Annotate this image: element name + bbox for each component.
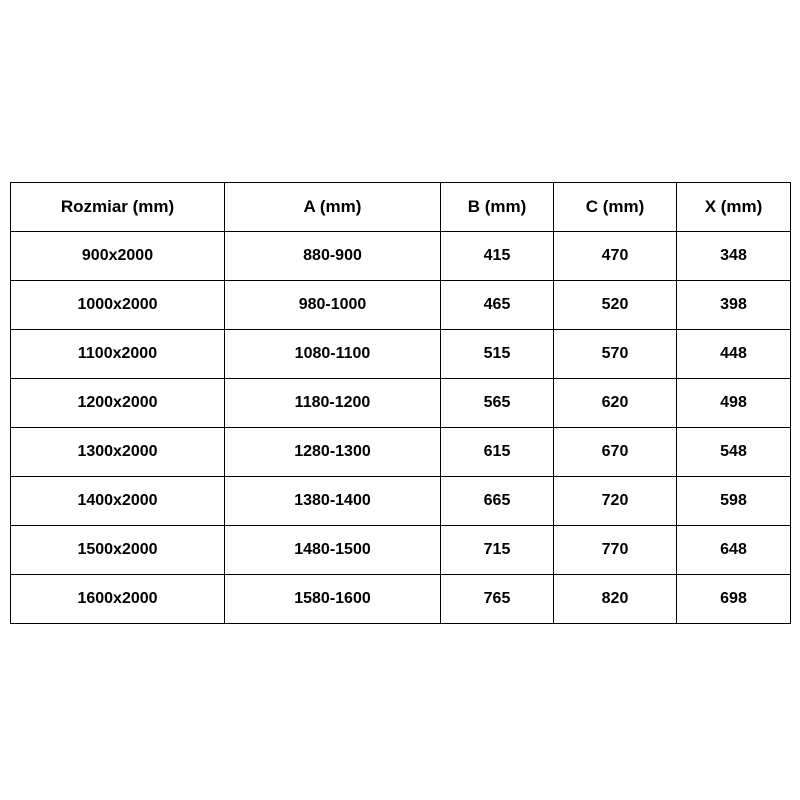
cell-b: 465	[441, 281, 554, 330]
cell-b: 565	[441, 379, 554, 428]
cell-a: 980-1000	[225, 281, 441, 330]
table-body	[11, 232, 791, 624]
column-header-rozmiar: Rozmiar (mm)	[11, 183, 225, 232]
cell-c: 570	[554, 330, 677, 379]
table-row	[11, 281, 791, 330]
table-row	[11, 526, 791, 575]
column-header-c: C (mm)	[554, 183, 677, 232]
table-row	[11, 232, 791, 281]
cell-a: 1280-1300	[225, 428, 441, 477]
table-row	[11, 477, 791, 526]
cell-c: 520	[554, 281, 677, 330]
dimensions-table	[10, 182, 791, 624]
column-header-b: B (mm)	[441, 183, 554, 232]
cell-size: 1000x2000	[11, 281, 225, 330]
table-row	[11, 379, 791, 428]
cell-c: 820	[554, 575, 677, 624]
dimensions-table-container	[10, 182, 790, 624]
cell-x: 398	[677, 281, 791, 330]
table-row	[11, 428, 791, 477]
cell-x: 598	[677, 477, 791, 526]
cell-b: 415	[441, 232, 554, 281]
cell-c: 720	[554, 477, 677, 526]
cell-b: 715	[441, 526, 554, 575]
cell-b: 515	[441, 330, 554, 379]
cell-a: 1580-1600	[225, 575, 441, 624]
cell-a: 880-900	[225, 232, 441, 281]
cell-size: 1300x2000	[11, 428, 225, 477]
cell-b: 665	[441, 477, 554, 526]
column-header-x: X (mm)	[677, 183, 791, 232]
cell-a: 1180-1200	[225, 379, 441, 428]
cell-b: 615	[441, 428, 554, 477]
cell-c: 620	[554, 379, 677, 428]
cell-x: 498	[677, 379, 791, 428]
cell-a: 1380-1400	[225, 477, 441, 526]
table-header-row	[11, 183, 791, 232]
cell-b: 765	[441, 575, 554, 624]
cell-size: 1200x2000	[11, 379, 225, 428]
cell-x: 548	[677, 428, 791, 477]
cell-a: 1080-1100	[225, 330, 441, 379]
table-row	[11, 330, 791, 379]
cell-c: 670	[554, 428, 677, 477]
cell-x: 348	[677, 232, 791, 281]
cell-size: 900x2000	[11, 232, 225, 281]
cell-x: 648	[677, 526, 791, 575]
cell-size: 1600x2000	[11, 575, 225, 624]
cell-a: 1480-1500	[225, 526, 441, 575]
column-header-a: A (mm)	[225, 183, 441, 232]
table-row	[11, 575, 791, 624]
cell-size: 1400x2000	[11, 477, 225, 526]
cell-c: 470	[554, 232, 677, 281]
cell-x: 698	[677, 575, 791, 624]
cell-size: 1100x2000	[11, 330, 225, 379]
cell-x: 448	[677, 330, 791, 379]
cell-size: 1500x2000	[11, 526, 225, 575]
cell-c: 770	[554, 526, 677, 575]
table-header	[11, 183, 791, 232]
